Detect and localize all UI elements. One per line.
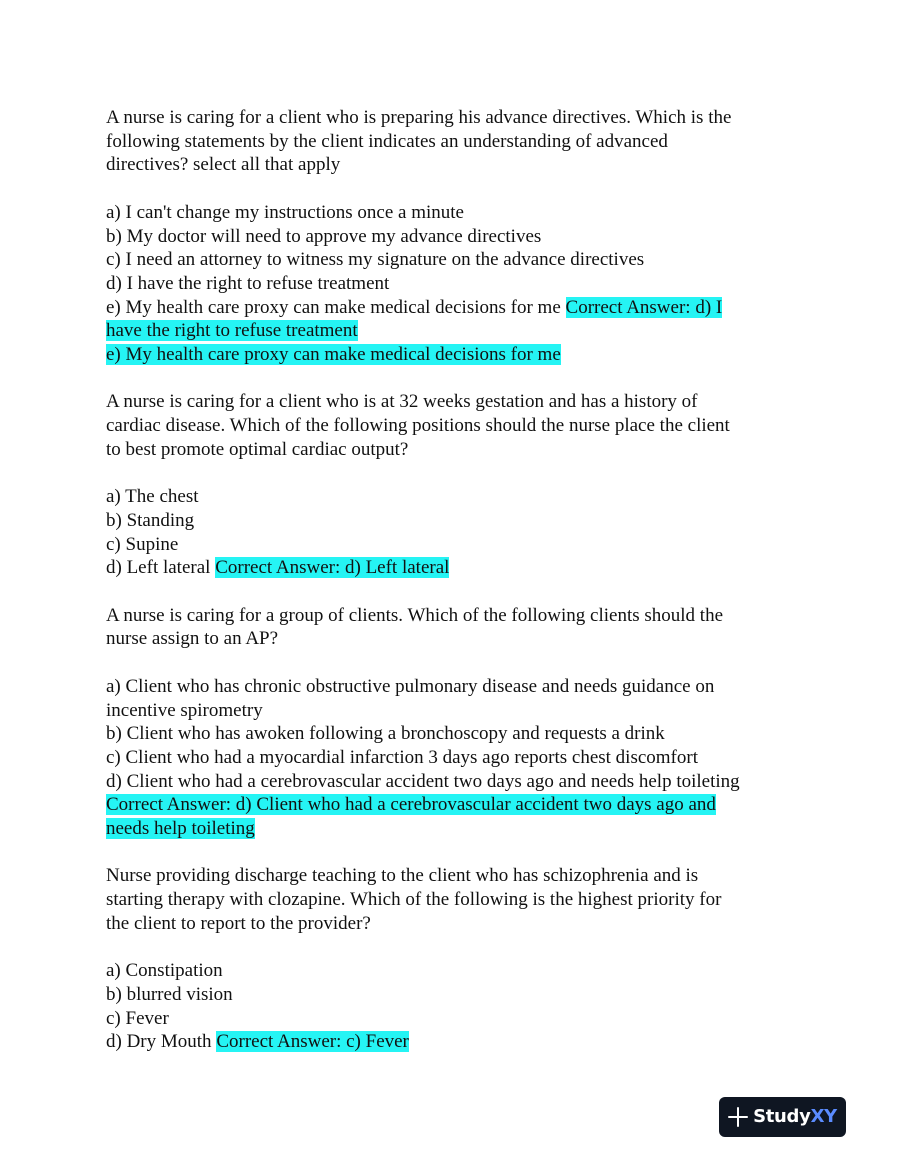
- answer-option: b) blurred vision: [106, 983, 233, 1005]
- answer-option: a) The chest: [106, 486, 199, 508]
- correct-answer-line: [106, 793, 806, 817]
- answer-option: c) Client who had a myocardial infarction 3 days ago reports chest discomfort: [106, 746, 698, 768]
- correct-answer-highlight: Correct Answer: d) Client who had a cerebrovascular accident two days ago and: [106, 794, 716, 816]
- spacer: [106, 462, 806, 486]
- spacer: [106, 177, 806, 201]
- correct-answer-highlight: e) My health care proxy can make medical decisions for me: [106, 344, 561, 366]
- spacer: [106, 580, 806, 604]
- answer-option: a) Client who has chronic obstructive pulmonary disease and needs guidance on: [106, 675, 715, 697]
- question-stem-line: A nurse is caring for a client who is preparing his advance directives. Which is the: [106, 107, 732, 128]
- answer-option: c) Supine: [106, 533, 179, 555]
- answer-option: b) Standing: [106, 509, 195, 531]
- question-stem-line: nurse assign to an AP?: [106, 628, 279, 650]
- question-4: [106, 864, 806, 1054]
- answer-option-with-answer: [106, 556, 806, 580]
- answer-option: a) Constipation: [106, 960, 223, 982]
- correct-answer-highlight: have the right to refuse treatment: [106, 320, 358, 342]
- answer-option: c) Fever: [106, 1007, 169, 1029]
- answer-option: e) My health care proxy can make medical decisions for me: [106, 296, 561, 318]
- question-stem-line: directives? select all that apply: [106, 154, 341, 176]
- question-stem-line: cardiac disease. Which of the following positions should the nurse place the client: [106, 415, 730, 437]
- correct-answer-highlight: needs help toileting: [106, 818, 255, 840]
- question-stem-line: A nurse is caring for a client who is at 32 weeks gestation and has a history of: [106, 391, 698, 413]
- plus-icon: [728, 1107, 748, 1127]
- answer-option: a) I can't change my instructions once a minute: [106, 201, 464, 223]
- answer-option: d) I have the right to refuse treatment: [106, 272, 390, 294]
- spacer: [106, 841, 806, 865]
- logo-wordmark: [753, 1108, 837, 1126]
- answer-option: b) My doctor will need to approve my advance directives: [106, 225, 542, 247]
- answer-option: b) Client who has awoken following a bronchoscopy and requests a drink: [106, 723, 665, 745]
- correct-answer-highlight: Correct Answer: d) Left lateral: [215, 557, 450, 579]
- question-stem-line: starting therapy with clozapine. Which of the following is the highest priority for: [106, 889, 722, 911]
- logo-text-xy: XY: [810, 1106, 837, 1127]
- correct-answer-line: [106, 343, 806, 367]
- question-stem-line: to best promote optimal cardiac output?: [106, 438, 409, 460]
- answer-option: d) Dry Mouth: [106, 1031, 212, 1053]
- answer-option-with-answer: [106, 1030, 806, 1054]
- answer-option: d) Client who had a cerebrovascular accident two days ago and needs help toileting: [106, 770, 740, 792]
- correct-answer-highlight: Correct Answer: c) Fever: [216, 1031, 409, 1053]
- studyxy-logo: [719, 1097, 846, 1137]
- correct-answer-highlight: Correct Answer: d) I: [565, 296, 723, 318]
- question-stem-line: the client to report to the provider?: [106, 912, 371, 934]
- answer-option-with-answer: [106, 296, 806, 320]
- answer-option: c) I need an attorney to witness my signature on the advance directives: [106, 249, 645, 271]
- question-3: [106, 604, 806, 841]
- question-stem-line: following statements by the client indicates an understanding of advanced: [106, 130, 668, 152]
- question-2: [106, 390, 806, 580]
- answer-option: d) Left lateral: [106, 557, 211, 579]
- logo-text-study: Study: [753, 1106, 811, 1127]
- document-page: [106, 106, 806, 1054]
- spacer: [106, 367, 806, 391]
- correct-answer-line: [106, 817, 806, 841]
- question-stem-line: A nurse is caring for a group of clients. Which of the following clients should the: [106, 604, 724, 626]
- correct-answer-line: [106, 319, 806, 343]
- answer-option: incentive spirometry: [106, 699, 263, 721]
- question-stem-line: Nurse providing discharge teaching to the client who has schizophrenia and is: [106, 865, 699, 887]
- spacer: [106, 651, 806, 675]
- question-1: [106, 106, 806, 367]
- spacer: [106, 936, 806, 960]
